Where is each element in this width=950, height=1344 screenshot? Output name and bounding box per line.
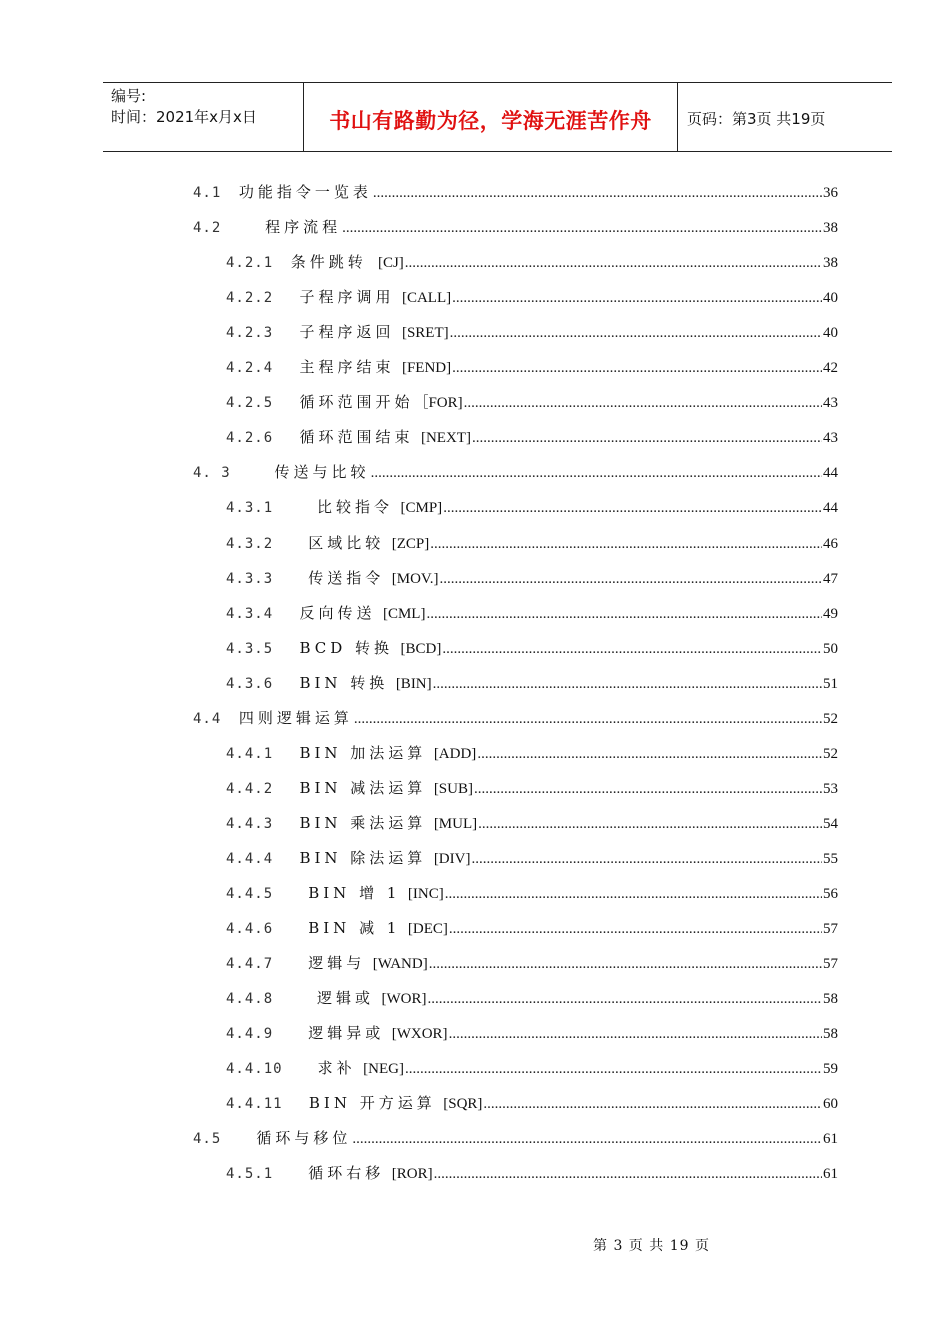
toc-dot-leader: [428, 987, 823, 1011]
toc-entry-code: [SUB]: [426, 780, 473, 797]
toc-entry-title: BIN 除法运算: [273, 848, 427, 867]
toc-entry-page: 42: [823, 360, 838, 377]
toc-dot-leader: [483, 1092, 822, 1116]
toc-entry[interactable]: [226, 986, 838, 1010]
toc-entry-number: 4.4.1: [226, 745, 274, 762]
toc-entry-code: [ADD]: [426, 745, 477, 762]
toc-entry-title: 循环右移: [273, 1164, 385, 1183]
toc-dot-leader: [426, 602, 822, 626]
toc-entry[interactable]: [226, 531, 838, 555]
toc-entry-title: 条件跳转: [273, 253, 367, 272]
toc-entry-page: 53: [823, 780, 838, 797]
toc-entry-title: 逻辑异或: [273, 1024, 385, 1043]
toc-entry[interactable]: [226, 285, 838, 309]
toc-entry[interactable]: [226, 636, 838, 660]
toc-dot-leader: [433, 672, 822, 696]
toc-entry-code: [WXOR]: [384, 1026, 448, 1043]
toc-entry-title: 传送指令: [273, 568, 385, 587]
toc-entry-number: 4.4.2: [226, 780, 274, 797]
toc-entry[interactable]: [226, 566, 838, 590]
toc-entry-number: 4.4.6: [226, 921, 274, 938]
toc-entry[interactable]: [193, 460, 838, 484]
toc-dot-leader: [471, 847, 822, 871]
toc-dot-leader: [405, 1057, 822, 1081]
toc-entry-number: 4.4: [193, 710, 222, 727]
toc-entry[interactable]: [226, 671, 838, 695]
toc-entry[interactable]: [226, 951, 838, 975]
toc-entry-number: 4.3.5: [226, 640, 274, 657]
toc-entry-title: 反向传送: [273, 603, 376, 622]
toc-entry-code: ［FOR]: [413, 395, 463, 412]
toc-entry-page: 46: [823, 535, 838, 552]
toc-entry-page: 57: [823, 921, 838, 938]
toc-dot-leader: [434, 1162, 822, 1186]
toc-entry-code: [WAND]: [365, 956, 428, 973]
toc-dot-leader: [452, 356, 822, 380]
toc-entry-page: 56: [823, 886, 838, 902]
document-date-label: 时间：2021年x月x日: [111, 108, 257, 126]
toc-entry-page: 55: [823, 850, 838, 867]
toc-entry-title: BIN 增 1: [273, 884, 401, 902]
toc-entry-page: 40: [823, 325, 838, 342]
toc-entry[interactable]: [193, 180, 838, 204]
toc-entry-code: [FEND]: [394, 360, 452, 377]
toc-entry-title: 求补: [282, 1059, 356, 1078]
toc-entry[interactable]: [193, 1126, 838, 1150]
toc-entry-page: 38: [823, 220, 838, 237]
toc-entry-title: 四则逻辑运算: [221, 708, 353, 727]
toc-dot-leader: [478, 812, 822, 836]
toc-dot-leader: [352, 1127, 822, 1151]
document-code-label: 编号:: [111, 87, 147, 105]
toc-entry-number: 4.5.1: [226, 1166, 274, 1183]
toc-dot-leader: [429, 952, 822, 976]
toc-entry-number: 4.4.4: [226, 850, 274, 867]
toc-entry[interactable]: [226, 601, 838, 625]
toc-entry-number: 4.3.2: [226, 535, 274, 552]
toc-entry[interactable]: [226, 320, 838, 344]
toc-entry[interactable]: [226, 425, 838, 449]
toc-entry-title: BIN 减 1: [273, 919, 401, 938]
toc-entry-number: 4. 3: [193, 465, 231, 482]
toc-entry-number: 4.5: [193, 1131, 222, 1148]
toc-entry-number: 4.2.4: [226, 360, 274, 377]
toc-entry[interactable]: [226, 495, 838, 519]
toc-entry-number: 4.2.5: [226, 395, 274, 412]
header-motto: 书山有路勤为径，学海无涯苦作舟: [329, 109, 652, 133]
toc-dot-leader: [472, 426, 822, 450]
toc-dot-leader: [443, 496, 822, 520]
toc-entry-title: BIN 乘法运算: [273, 813, 427, 832]
toc-entry-title: 循环范围结束: [273, 428, 414, 447]
toc-entry[interactable]: [226, 1091, 838, 1115]
toc-entry-page: 44: [823, 500, 838, 517]
toc-entry-title: 传送与比较: [230, 463, 370, 482]
toc-entry-title: BIN 加法运算: [273, 743, 427, 762]
header-page-cell: [678, 83, 892, 151]
toc-dot-leader: [464, 391, 822, 415]
toc-entry-page: 58: [823, 1026, 838, 1043]
toc-entry-page: 57: [823, 956, 838, 973]
toc-entry-page: 59: [823, 1061, 838, 1078]
toc-dot-leader: [354, 707, 822, 731]
toc-entry[interactable]: [226, 355, 838, 379]
toc-entry-code: [MOV.]: [384, 570, 439, 587]
toc-entry-code: [DEC]: [400, 921, 448, 938]
toc-entry-title: 循环与移位: [221, 1129, 352, 1148]
toc-entry-code: [SRET]: [394, 325, 449, 342]
toc-entry-title: 功能指令一览表: [221, 183, 372, 201]
footer-page-number: 第 3 页 共 19 页: [593, 1238, 710, 1254]
toc-entry-page: 61: [823, 1166, 838, 1183]
toc-entry-title: 逻辑与: [273, 954, 366, 973]
toc-dot-leader: [449, 917, 822, 941]
toc-entry-number: 4.2.6: [226, 430, 274, 447]
toc-entry-page: 52: [823, 710, 838, 727]
toc-entry-title: BIN 转换: [273, 673, 389, 692]
toc-entry-page: 52: [823, 745, 838, 762]
header-info-cell: [103, 83, 304, 151]
toc-entry-number: 4.3.3: [226, 570, 274, 587]
toc-entry-title: 子程序调用: [273, 288, 395, 307]
toc-entry-number: 4.4.7: [226, 956, 274, 973]
toc-entry-page: 44: [823, 465, 838, 482]
toc-entry-number: 4.4.9: [226, 1026, 274, 1043]
toc-entry-page: 58: [823, 991, 838, 1008]
toc-dot-leader: [449, 1022, 822, 1046]
toc-entry-code: [BCD]: [393, 640, 442, 657]
toc-entry[interactable]: [193, 706, 838, 730]
toc-entry-number: 4.1: [193, 185, 222, 201]
toc-entry-page: 54: [823, 815, 838, 832]
toc-entry[interactable]: [226, 846, 838, 870]
toc-entry[interactable]: [226, 881, 838, 905]
toc-entry-title: 子程序返回: [273, 323, 395, 342]
toc-dot-leader: [430, 532, 822, 556]
toc-entry-page: 43: [823, 430, 838, 447]
toc-dot-leader: [474, 777, 822, 801]
toc-entry-page: 36: [823, 185, 838, 201]
toc-entry-title: 比较指令: [273, 498, 393, 517]
toc-entry-number: 4.2.1: [226, 255, 274, 272]
toc-entry-page: 40: [823, 290, 838, 307]
toc-entry-number: 4.2.3: [226, 325, 274, 342]
toc-entry-page: 47: [823, 570, 838, 587]
toc-entry-code: [CALL]: [394, 290, 452, 307]
toc-entry-code: [CMP]: [393, 500, 443, 517]
toc-entry[interactable]: [193, 215, 838, 239]
toc-entry[interactable]: [226, 1161, 838, 1185]
toc-entry-title: BIN 开方运算: [282, 1094, 436, 1113]
toc-entry-number: 4.3.4: [226, 605, 274, 622]
toc-entry-code: [BIN]: [388, 675, 432, 692]
toc-entry-code: [DIV]: [426, 850, 471, 867]
toc-entry-page: 49: [823, 605, 838, 622]
toc-entry-code: [ROR]: [384, 1166, 433, 1183]
toc-entry[interactable]: [226, 1021, 838, 1045]
toc-entry-page: 43: [823, 395, 838, 412]
toc-dot-leader: [373, 181, 822, 205]
toc-entry-number: 4.3.6: [226, 675, 274, 692]
toc-entry-code: [SQR]: [435, 1096, 483, 1113]
toc-entry-number: 4.4.3: [226, 815, 274, 832]
toc-entry-number: 4.4.8: [226, 991, 274, 1008]
toc-entry-title: 逻辑或: [273, 989, 374, 1008]
toc-dot-leader: [442, 637, 822, 661]
toc-entry-code: [CJ]: [366, 255, 404, 272]
toc-dot-leader: [371, 461, 822, 485]
toc-dot-leader: [440, 567, 822, 591]
toc-entry-code: [CML]: [375, 605, 426, 622]
toc-entry-code: [NEXT]: [413, 430, 471, 447]
header-motto-cell: [304, 83, 678, 151]
toc-entry-number: 4.4.11: [226, 1096, 283, 1113]
toc-entry-title: 区域比较: [273, 533, 385, 552]
toc-entry-number: 4.4.5: [226, 886, 274, 902]
toc-entry-number: 4.4.10: [226, 1061, 283, 1078]
header-page-number: 页码：第3页 共19页: [687, 110, 826, 128]
toc-dot-leader: [477, 742, 822, 766]
toc-entry-page: 60: [823, 1096, 838, 1113]
toc-entry-number: 4.2.2: [226, 290, 274, 307]
toc-entry[interactable]: [226, 811, 838, 835]
toc-entry-page: 50: [823, 640, 838, 657]
toc-dot-leader: [452, 286, 822, 310]
toc-entry-title: 主程序结束: [273, 358, 395, 377]
toc-dot-leader: [445, 882, 822, 906]
toc-entry-title: BCD 转换: [273, 638, 394, 657]
toc-entry[interactable]: [226, 916, 838, 940]
toc-entry-code: [NEG]: [355, 1061, 404, 1078]
toc-entry-title: 程序流程: [221, 218, 342, 237]
toc-entry-number: 4.2: [193, 220, 222, 237]
toc-entry-code: [MUL]: [426, 815, 478, 832]
toc-dot-leader: [342, 216, 822, 240]
toc-entry-page: 38: [823, 255, 838, 272]
toc-entry-title: 循环范围开始: [273, 393, 414, 412]
toc-entry[interactable]: [226, 390, 838, 414]
toc-entry[interactable]: [226, 1056, 838, 1080]
toc-entry-page: 51: [823, 675, 838, 692]
toc-entry-number: 4.3.1: [226, 500, 274, 517]
toc-entry[interactable]: [226, 250, 838, 274]
toc-entry-code: [WOR]: [374, 991, 427, 1008]
toc-entry-code: [INC]: [400, 886, 444, 902]
page-header: [103, 82, 892, 152]
toc-entry-page: 61: [823, 1131, 838, 1148]
toc-entry-title: BIN 减法运算: [273, 778, 427, 797]
toc-entry[interactable]: [226, 776, 838, 800]
toc-dot-leader: [450, 321, 822, 345]
toc-entry[interactable]: [226, 741, 838, 765]
toc-dot-leader: [405, 251, 822, 275]
toc-entry-code: [ZCP]: [384, 535, 430, 552]
